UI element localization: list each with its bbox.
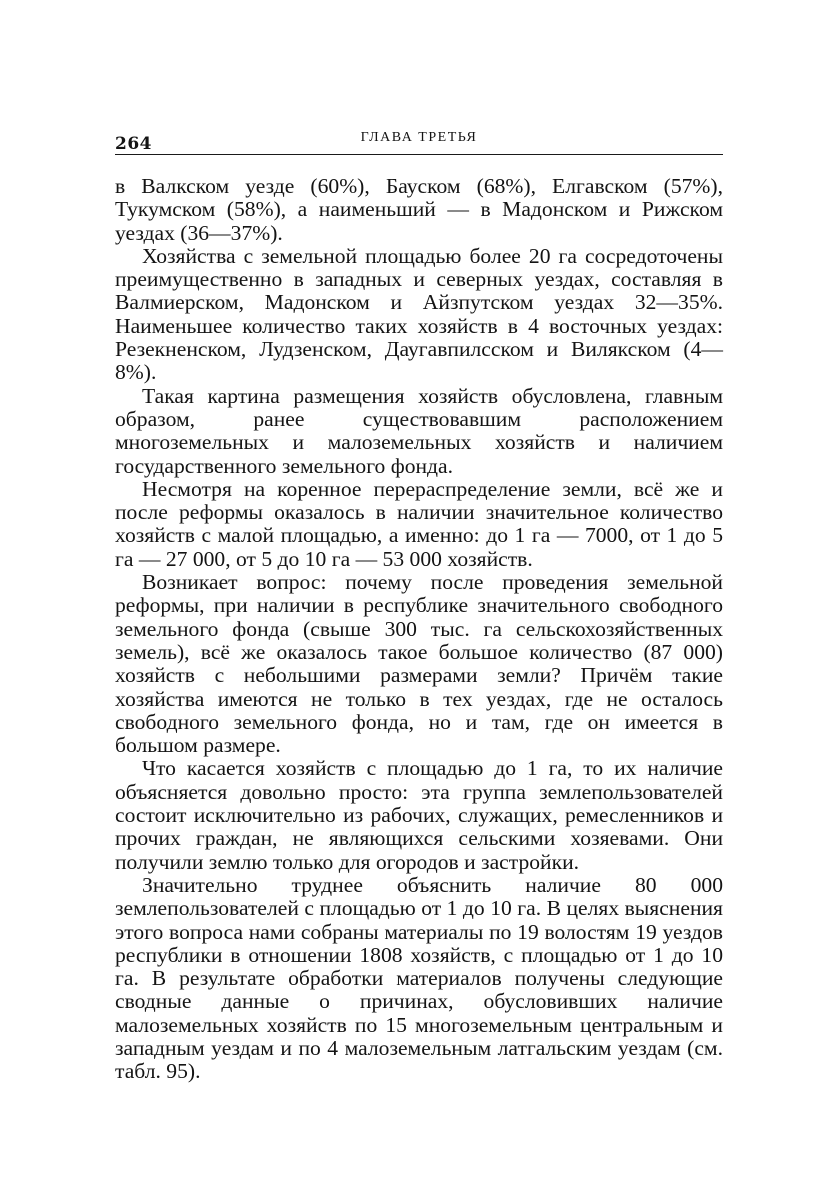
paragraph: Хозяйства с земельной площадью более 20 га сосредоточены преимущественно в западных и северных уездах, составляя в Валмиерском, Мадонском и Айзпутском уездах 32—35%. Наименьшее количество таких хозяйств в 4 восточных уездах: Резекненском, Лудзенском, Даугавпилсском и Вилякском (4—8%).: [115, 243, 723, 385]
running-title: ГЛАВА ТРЕТЬЯ: [360, 130, 478, 145]
paragraph: Что касается хозяйств с площадью до 1 га, то их наличие объясняется довольно просто: эта группа землепользователей состоит исключительно из рабочих, служащих, ремесленников и прочих граждан, не являющихся сельскими хозяевами. Они получили землю только для огородов и застройки.: [115, 756, 723, 874]
paragraph: в Валкском уезде (60%), Бауском (68%), Елгавском (57%), Тукумском (58%), а наименьший — в Мадонском и Рижском уездах (36—37%).: [115, 174, 723, 245]
paragraph: Возникает вопрос: почему после проведения земельной реформы, при наличии в республике значительного свободного земельного фонда (свыше 300 тыс. га сельскохозяйственных земель), всё же оказалось такое большое количество (87 000) хозяйств с небольшими размерами земли? Причём такие хозяйства имеются не только в тех уездах, где не осталось свободного земельного фонда, но и там, где он имеется в большом размере.: [115, 570, 723, 758]
paragraph: Такая картина размещения хозяйств обусловлена, главным образом, ранее существовавшим расположением многоземельных и малоземельных хозяйств и наличием государственного земельного фонда.: [115, 383, 723, 478]
paragraph: Несмотря на коренное перераспределение земли, всё же и после реформы оказалось в наличии значительное количество хозяйств с малой площадью, а именно: до 1 га — 7000, от 1 до 5 га — 27 000, от 5 до 10 га — 53 000 хозяйств.: [115, 476, 723, 571]
body-text: [115, 175, 723, 1084]
paragraph: Значительно труднее объяснить наличие 80 000 землепользователей с площадью от 1 до 10 га. В целях выяснения этого вопроса нами собраны материалы по 19 волостям 19 уездов республики в отношении 1808 хозяйств, с площадью от 1 до 10 га. В результате обработки материалов получены следующие сводные данные о причинах, обусловивших наличие малоземельных хозяйств по 15 многоземельным центральным и западным уездам и по 4 малоземельным латгальским уездам (см. табл. 95).: [115, 872, 723, 1084]
header-rule: [115, 154, 723, 155]
page-number: 264: [115, 134, 152, 154]
